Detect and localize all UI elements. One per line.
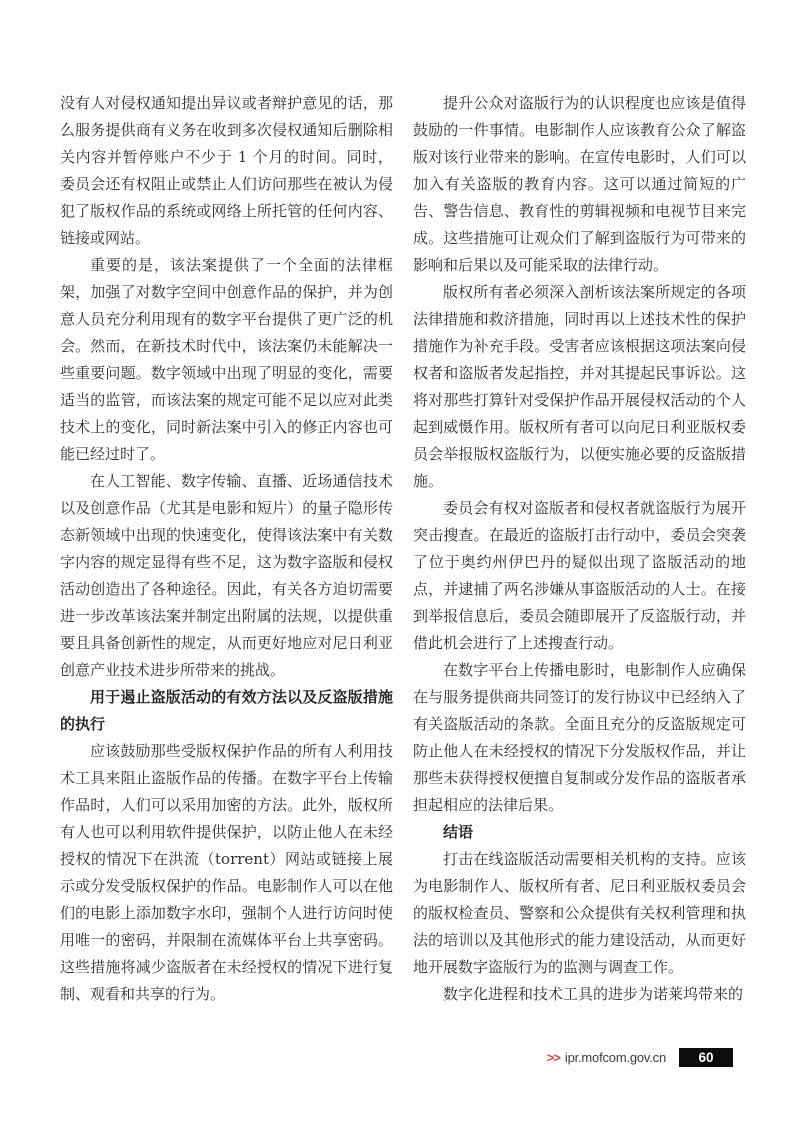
footer-site-url[interactable]: ipr.mofcom.gov.cn xyxy=(564,1050,666,1065)
paragraph: 数字化进程和技术工具的进步为诺莱坞带来的 xyxy=(443,985,744,1003)
paragraph: 在数字平台上传播电影时，电影制作人应确保在与服务提供商共同签订的发行协议中已经纳入了有关盗版活动的条款。全面且充分的反盗版规定可防止他人在未经授权的情况下分发版权作品，并让那些未获得授权便擅自复制或分发作品的盗版者承担起相应的法律后果。 xyxy=(413,661,746,814)
paragraph: 打击在线盗版活动需要相关机构的支持。应该为电影制作人、版权所有者、尼日利亚版权委员会的版权检查员、警察和公众提供有关权利管理和执法的培训以及其他形式的能力建设活动，从而更好地开展数字盗版行为的监测与调查工作。 xyxy=(413,850,746,976)
paragraph: 版权所有者必须深入剖析该法案所规定的各项法律措施和救济措施，同时再以上述技术性的保护措施作为补充手段。受害者应该根据这项法案向侵权者和盗版者发起指控，并对其提起民事诉讼。这将对那些打算针对受保护作品开展侵权活动的个人起到威慑作用。版权所有者可以向尼日利亚版权委员会举报版权盗版行为，以便实施必要的反盗版措施。 xyxy=(413,283,746,490)
chevron-right-icon: >> xyxy=(546,1050,560,1065)
left-column xyxy=(60,90,393,1008)
page-number: 60 xyxy=(698,1050,714,1065)
paragraph: 在人工智能、数字传输、直播、近场通信技术以及创意作品（尤其是电影和短片）的量子隐形传态新领域中出现的快速变化，使得该法案中有关数字内容的规定显得有些不足，这为数字盗版和侵权活动创造出了各种途径。因此，有关各方迫切需要进一步改革该法案并制定出附属的法规，以提供重要且具备创新性的规定，从而更好地应对尼日利亚创意产业技术进步所带来的挑战。 xyxy=(60,472,393,679)
paragraph: 提升公众对盗版行为的认识程度也应该是值得鼓励的一件事情。电影制作人应该教育公众了解盗版对该行业带来的影响。在宣传电影时，人们可以加入有关盗版的教育内容。这可以通过简短的广告、警告信息、教育性的剪辑视频和电视节目来完成。这些措施可让观众们了解到盗版行为可带来的影响和后果以及可能采取的法律行动。 xyxy=(413,94,746,274)
section-heading: 结语 xyxy=(443,823,474,841)
page-footer xyxy=(547,1047,733,1068)
paragraph: 委员会有权对盗版者和侵权者就盗版行为展开突击搜查。在最近的盗版打击行动中，委员会突袭了位于奥约州伊巴丹的疑似出现了盗版活动的地点，并逮捕了两名涉嫌从事盗版活动的人士。在接到举报信息后，委员会随即展开了反盗版行动，并借此机会进行了上述搜查行动。 xyxy=(413,499,746,652)
page-number-badge xyxy=(679,1048,733,1067)
paragraph: 重要的是，该法案提供了一个全面的法律框架，加强了对数字空间中创意作品的保护，并为创意人员充分利用现有的数字平台提供了更广泛的机会。然而，在新技术时代中，该法案仍未能解决一些重要问题。数字领域中出现了明显的变化，需要适当的监管，而该法案的规定可能不足以应对此类技术上的变化，同时新法案中引入的修正内容也可能已经过时了。 xyxy=(60,256,393,463)
right-column xyxy=(413,90,746,1008)
paragraph: 没有人对侵权通知提出异议或者辩护意见的话，那么服务提供商有义务在收到多次侵权通知后删除相关内容并暂停账户不少于 1 个月的时间。同时，委员会还有权阻止或禁止人们访问那些在被认为侵犯了版权作品的系统或网络上所托管的任何内容、链接或网站。 xyxy=(60,94,393,247)
paragraph: 应该鼓励那些受版权保护作品的所有人利用技术工具来阻止盗版作品的传播。在数字平台上传输作品时，人们可以采用加密的方法。此外，版权所有人也可以利用软件提供保护，以防止他人在未经授权的情况下在洪流（torrent）网站或链接上展示或分发受版权保护的作品。电影制作人可以在他们的电影上添加数字水印，强制个人进行访问时使用唯一的密码，并限制在流媒体平台上共享密码。这些措施将减少盗版者在未经授权的情况下进行复制、观看和共享的行为。 xyxy=(60,742,393,1003)
section-heading: 用于遏止盗版活动的有效方法以及反盗版措施的执行 xyxy=(60,688,393,733)
